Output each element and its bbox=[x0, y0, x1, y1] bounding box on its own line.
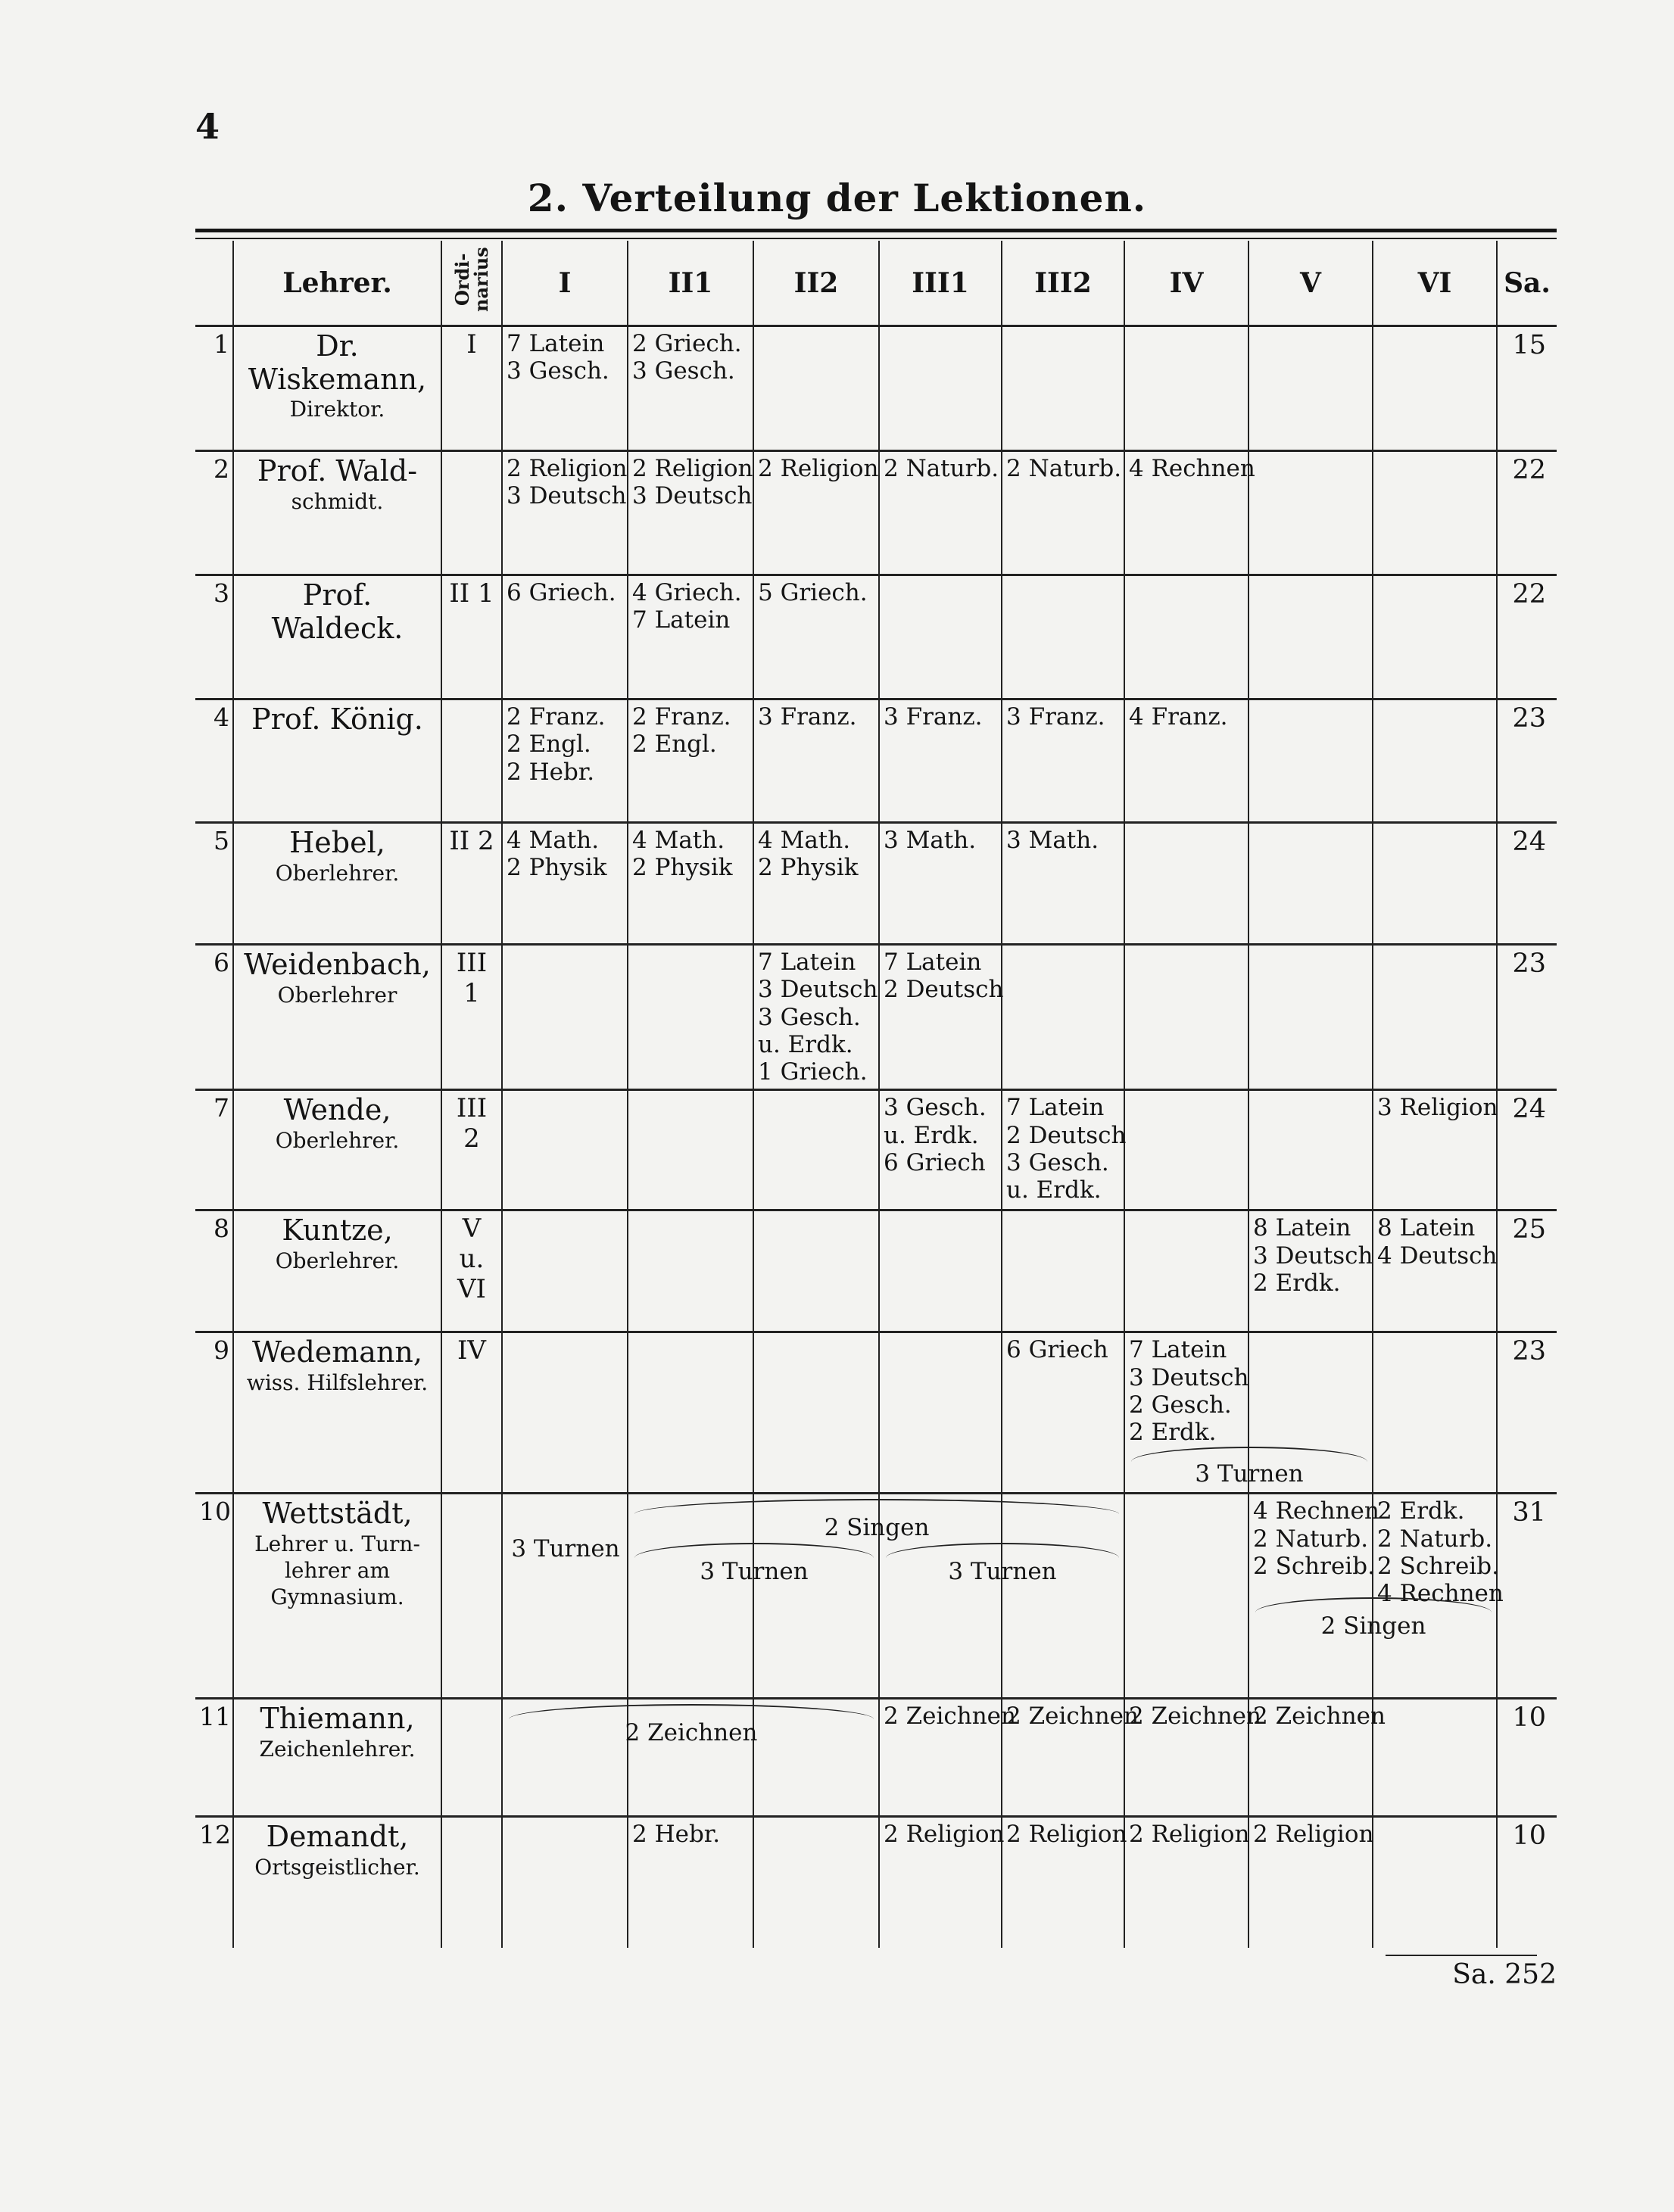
lessons-VI bbox=[1373, 1494, 1504, 1699]
row-number: 11 bbox=[195, 1699, 233, 1817]
lessons-III1 bbox=[879, 1210, 1002, 1332]
lesson-entry: 2 Zeichnen bbox=[1006, 1703, 1139, 1731]
ordinarius-cell: V u. VI bbox=[441, 1210, 502, 1332]
lessons-IV bbox=[1124, 451, 1255, 575]
lesson-entry: 3 Deutsch bbox=[1253, 1242, 1373, 1270]
lessons-I bbox=[502, 1090, 628, 1210]
lesson-entry: 2 Religion bbox=[758, 455, 879, 483]
teacher-cell bbox=[233, 1210, 441, 1332]
lessons-V bbox=[1248, 823, 1373, 945]
lessons-III2 bbox=[1002, 699, 1124, 823]
lesson-entry: 3 Math. bbox=[1006, 827, 1099, 855]
ordinarius-cell: III 2 bbox=[441, 1090, 502, 1210]
lessons-IV bbox=[1124, 823, 1248, 945]
lessons-III1 bbox=[879, 1332, 1002, 1494]
teacher-cell bbox=[233, 326, 441, 451]
lessons-VI bbox=[1373, 326, 1497, 451]
lesson-entry: 2 Religion bbox=[884, 1821, 1005, 1849]
lessons-III1 bbox=[879, 451, 1002, 575]
lesson-entry: 2 Naturb. bbox=[1377, 1525, 1493, 1553]
lessons-IV bbox=[1124, 1494, 1248, 1699]
lessons-VI bbox=[1373, 1332, 1497, 1494]
header-ordinarius-label: Ordi- narius bbox=[450, 247, 492, 312]
lesson-entry: 2 Schreib. bbox=[1253, 1552, 1375, 1580]
ordinarius-cell bbox=[441, 699, 502, 823]
lesson-entry: 2 Naturb. bbox=[1253, 1525, 1369, 1553]
teacher-role: Oberlehrer. bbox=[275, 1248, 400, 1274]
lessons-III1 bbox=[879, 699, 1002, 823]
lessons-V bbox=[1248, 1699, 1386, 1817]
teacher-cell bbox=[233, 575, 441, 699]
lesson-entry: 1 Griech. bbox=[758, 1058, 868, 1086]
lessons-II2 bbox=[753, 945, 879, 1090]
lesson-entry: u. Erdk. bbox=[758, 1030, 853, 1058]
lessons-IV bbox=[1124, 1090, 1248, 1210]
lessons-II2 bbox=[753, 451, 879, 575]
ordinarius-cell: II 1 bbox=[441, 575, 502, 699]
row-number: 2 bbox=[195, 451, 233, 575]
lessons-VI bbox=[1373, 945, 1497, 1090]
lessons-IV bbox=[1124, 1210, 1248, 1332]
lesson-entry: 4 Griech. bbox=[632, 579, 742, 607]
lessons-I bbox=[502, 699, 628, 823]
lesson-entry: 4 Deutsch bbox=[1377, 1242, 1498, 1270]
lessons-I bbox=[502, 575, 628, 699]
lesson-entry: 7 Latein bbox=[1006, 1094, 1105, 1122]
teacher-sum: 22 bbox=[1497, 575, 1557, 699]
lesson-entry: u. Erdk. bbox=[1006, 1176, 1102, 1204]
top-rule bbox=[195, 229, 1557, 232]
lessons-III1 bbox=[879, 1817, 1005, 1949]
lesson-entry: 7 Latein bbox=[507, 330, 605, 358]
lesson-entry: 7 Latein bbox=[758, 949, 856, 977]
lessons-III2 bbox=[1002, 451, 1124, 575]
lessons-III1 bbox=[879, 1090, 1002, 1210]
row-number: 1 bbox=[195, 326, 233, 451]
lessons-III2 bbox=[1002, 1090, 1127, 1210]
page-title: 2. Verteilung der Lektionen. bbox=[527, 176, 1147, 220]
lessons-II2 bbox=[753, 699, 879, 823]
lessons-VI bbox=[1373, 575, 1497, 699]
lessons-V bbox=[1248, 575, 1373, 699]
lesson-entry: 2 Erdk. bbox=[1253, 1269, 1341, 1297]
header-class-IV: IV bbox=[1124, 241, 1248, 326]
lessons-I bbox=[502, 451, 628, 575]
lessons-II1 bbox=[628, 1817, 753, 1949]
teacher-row bbox=[195, 326, 1557, 451]
lessons-I bbox=[502, 1817, 628, 1949]
lessons-III1 bbox=[879, 823, 1002, 945]
lesson-entry: 3 Religion bbox=[1377, 1094, 1498, 1122]
teacher-row bbox=[195, 1699, 1557, 1817]
teacher-row bbox=[195, 1210, 1557, 1332]
lessons-IV bbox=[1124, 1817, 1248, 1949]
lesson-entry: 3 Deutsch bbox=[758, 976, 878, 1004]
lesson-entry: 2 Schreib. bbox=[1377, 1552, 1499, 1580]
teacher-sum: 10 bbox=[1497, 1699, 1557, 1817]
row-number: 7 bbox=[195, 1090, 233, 1210]
header-class-II2: II2 bbox=[753, 241, 879, 326]
ordinarius-cell: II 2 bbox=[441, 823, 502, 945]
teacher-sum: 24 bbox=[1497, 823, 1557, 945]
lesson-distribution-table bbox=[195, 241, 1557, 1948]
grand-total: Sa. 252 bbox=[1452, 1959, 1557, 1990]
teacher-role: Zeichenlehrer. bbox=[259, 1737, 416, 1762]
lesson-entry: 3 Deutsch bbox=[1129, 1363, 1249, 1391]
lessons-V bbox=[1248, 451, 1373, 575]
teacher-sum: 25 bbox=[1497, 1210, 1557, 1332]
lessons-IV bbox=[1124, 575, 1248, 699]
page-number: 4 bbox=[195, 106, 220, 147]
ordinarius-cell bbox=[441, 451, 502, 575]
header-class-V: V bbox=[1248, 241, 1373, 326]
teacher-row bbox=[195, 823, 1557, 945]
lessons-VI bbox=[1373, 1210, 1497, 1332]
teacher-row bbox=[195, 1494, 1557, 1699]
lesson-entry: 2 Franz. bbox=[632, 703, 731, 731]
row-number: 10 bbox=[195, 1494, 233, 1699]
lesson-entry: 2 Franz. bbox=[507, 703, 606, 731]
lesson-entry: 6 Griech bbox=[1006, 1336, 1108, 1364]
teacher-cell bbox=[233, 1699, 441, 1817]
header-class-VI: VI bbox=[1373, 241, 1497, 326]
lesson-entry: 2 Naturb. bbox=[884, 455, 999, 483]
lesson-entry: 3 Gesch. bbox=[632, 357, 735, 385]
shared-lesson-label: 3 Turnen bbox=[948, 1558, 1057, 1586]
lessons-II1 bbox=[628, 326, 753, 451]
teacher-name: Wettstädt, bbox=[262, 1497, 413, 1531]
teacher-row bbox=[195, 575, 1557, 699]
lesson-entry: 4 Franz. bbox=[1129, 703, 1228, 731]
lesson-entry: 2 Deutsch bbox=[1006, 1121, 1127, 1149]
teacher-role: Direktor. bbox=[289, 397, 385, 422]
lesson-entry: 2 Religion bbox=[1253, 1821, 1374, 1849]
ordinarius-cell: IV bbox=[441, 1332, 502, 1494]
lesson-entry: 2 Zeichnen bbox=[1129, 1703, 1261, 1731]
teacher-row bbox=[195, 1090, 1557, 1210]
ordinarius-cell bbox=[441, 1817, 502, 1949]
lessons-II2 bbox=[753, 326, 879, 451]
teacher-name: Hebel, bbox=[289, 826, 385, 860]
row-number: 4 bbox=[195, 699, 233, 823]
lessons-III2 bbox=[1002, 823, 1124, 945]
lesson-entry: 3 Franz. bbox=[1006, 703, 1105, 731]
lesson-entry: 4 Math. bbox=[758, 827, 851, 855]
teacher-name: Prof. König. bbox=[251, 703, 423, 737]
lessons-III1 bbox=[879, 1699, 1016, 1817]
teacher-name: Thiemann, bbox=[260, 1702, 415, 1736]
lessons-III2 bbox=[1002, 1332, 1124, 1494]
teacher-cell bbox=[233, 451, 441, 575]
header-ordinarius bbox=[441, 241, 502, 326]
teacher-cell bbox=[233, 1332, 441, 1494]
teacher-name: Dr. Wiskemann, bbox=[248, 329, 427, 396]
teacher-name: Prof. Wald- bbox=[257, 454, 418, 488]
teacher-row bbox=[195, 451, 1557, 575]
lesson-entry: 2 Zeichnen bbox=[884, 1703, 1016, 1731]
lessons-V bbox=[1248, 945, 1373, 1090]
lesson-entry: 3 Gesch. bbox=[507, 357, 609, 385]
row-number: 8 bbox=[195, 1210, 233, 1332]
lesson-entry: 6 Griech bbox=[884, 1148, 986, 1176]
lesson-entry: 2 Griech. bbox=[632, 330, 742, 358]
row-number: 6 bbox=[195, 945, 233, 1090]
top-rule-thin bbox=[195, 238, 1557, 239]
lessons-II1 bbox=[628, 575, 753, 699]
lesson-entry: 2 Gesch. bbox=[1129, 1391, 1232, 1419]
lessons-IV bbox=[1124, 326, 1248, 451]
lessons-IV bbox=[1124, 945, 1248, 1090]
teacher-role: Oberlehrer. bbox=[275, 1128, 400, 1154]
lessons-I bbox=[502, 1210, 628, 1332]
lessons-VI bbox=[1373, 1090, 1497, 1210]
lessons-II1 bbox=[628, 1090, 753, 1210]
lesson-entry: 3 Gesch. bbox=[884, 1094, 987, 1122]
lessons-V bbox=[1248, 1210, 1373, 1332]
lesson-entry: 2 Engl. bbox=[632, 731, 717, 759]
header-class-I: I bbox=[502, 241, 628, 326]
teacher-name: Wende, bbox=[283, 1093, 391, 1127]
lesson-entry: 3 Franz. bbox=[884, 703, 983, 731]
lesson-entry: u. Erdk. bbox=[884, 1121, 979, 1149]
lesson-entry: 2 Religion bbox=[507, 455, 628, 483]
row-number: 5 bbox=[195, 823, 233, 945]
lesson-entry: 4 Rechnen bbox=[1253, 1497, 1379, 1525]
lessons-III2 bbox=[1002, 945, 1124, 1090]
lessons-VI bbox=[1373, 1699, 1497, 1817]
lessons-V bbox=[1248, 326, 1373, 451]
lesson-entry: 8 Latein bbox=[1377, 1214, 1476, 1242]
lessons-II1 bbox=[628, 451, 753, 575]
header-teacher: Lehrer. bbox=[233, 241, 441, 326]
lessons-III1 bbox=[879, 575, 1002, 699]
lessons-II1 bbox=[628, 1210, 753, 1332]
shared-lesson-label: 3 Turnen bbox=[1195, 1460, 1304, 1488]
lessons-III1 bbox=[879, 945, 1002, 1090]
lessons-III2 bbox=[1002, 1817, 1127, 1949]
lessons-IV bbox=[1124, 699, 1248, 823]
shared-lesson-label: 2 Singen bbox=[824, 1514, 930, 1542]
lessons-II1 bbox=[628, 699, 753, 823]
lessons-II2 bbox=[753, 575, 879, 699]
lessons-II2 bbox=[753, 1817, 879, 1949]
lesson-entry: 4 Rechnen bbox=[1377, 1580, 1504, 1608]
lesson-entry: 2 Religion bbox=[632, 455, 753, 483]
lesson-entry: 2 Physik bbox=[632, 854, 733, 882]
shared-lesson-label: 3 Turnen bbox=[511, 1535, 620, 1563]
lessons-VI bbox=[1373, 451, 1497, 575]
lessons-VI bbox=[1373, 1817, 1497, 1949]
lessons-III1 bbox=[879, 326, 1002, 451]
teacher-sum: 10 bbox=[1497, 1817, 1557, 1949]
lessons-VI bbox=[1373, 699, 1497, 823]
teacher-name: Kuntze, bbox=[282, 1213, 393, 1248]
teacher-sum: 31 bbox=[1497, 1494, 1557, 1699]
teacher-role: Lehrer u. Turn- lehrer am Gymnasium. bbox=[254, 1531, 420, 1610]
total-rule bbox=[1386, 1955, 1537, 1956]
teacher-sum: 23 bbox=[1497, 699, 1557, 823]
lessons-II1 bbox=[628, 823, 753, 945]
shared-lesson-label: 2 Singen bbox=[1320, 1612, 1426, 1640]
header-class-III2: III2 bbox=[1002, 241, 1124, 326]
lessons-I bbox=[502, 326, 628, 451]
lessons-III2 bbox=[1002, 575, 1124, 699]
ordinarius-cell: III 1 bbox=[441, 945, 502, 1090]
lesson-entry: 4 Math. bbox=[507, 827, 600, 855]
teacher-role: wiss. Hilfslehrer. bbox=[246, 1370, 429, 1396]
lesson-entry: 6 Griech. bbox=[507, 579, 616, 607]
teacher-row bbox=[195, 945, 1557, 1090]
teacher-name: Demandt, bbox=[266, 1820, 409, 1854]
lesson-entry: 2 Erdk. bbox=[1377, 1497, 1465, 1525]
lessons-I bbox=[502, 1699, 758, 1817]
shared-lesson-label: 2 Zeichnen bbox=[625, 1719, 758, 1747]
ordinarius-cell: I bbox=[441, 326, 502, 451]
teacher-cell bbox=[233, 823, 441, 945]
teacher-sum: 15 bbox=[1497, 326, 1557, 451]
lessons-V bbox=[1248, 1817, 1373, 1949]
lessons-I bbox=[502, 823, 628, 945]
lesson-entry: 2 Religion bbox=[1006, 1821, 1127, 1849]
header-row bbox=[195, 241, 1557, 326]
lessons-III2 bbox=[1002, 1699, 1139, 1817]
teacher-sum: 23 bbox=[1497, 945, 1557, 1090]
lesson-entry: 2 Engl. bbox=[507, 731, 591, 759]
lesson-entry: 3 Deutsch bbox=[632, 482, 753, 510]
teacher-cell bbox=[233, 1817, 441, 1949]
ordinarius-cell bbox=[441, 1699, 502, 1817]
row-number: 12 bbox=[195, 1817, 233, 1949]
lesson-entry: 7 Latein bbox=[1129, 1336, 1227, 1364]
lessons-II2 bbox=[753, 1090, 879, 1210]
teacher-role: Oberlehrer bbox=[277, 982, 397, 1008]
lesson-entry: 2 Physik bbox=[758, 854, 859, 882]
teacher-cell bbox=[233, 699, 441, 823]
lessons-VI bbox=[1373, 823, 1497, 945]
teacher-role: schmidt. bbox=[291, 488, 384, 514]
lessons-II2 bbox=[753, 823, 879, 945]
lesson-entry: 5 Griech. bbox=[758, 579, 868, 607]
lesson-entry: 2 Religion bbox=[1129, 1821, 1250, 1849]
header-class-III1: III1 bbox=[879, 241, 1002, 326]
lessons-I bbox=[502, 945, 628, 1090]
lessons-V bbox=[1248, 1090, 1373, 1210]
lesson-entry: 7 Latein bbox=[884, 949, 982, 977]
ordinarius-cell bbox=[441, 1494, 502, 1699]
teacher-role: Ortsgeistlicher. bbox=[254, 1855, 420, 1880]
teacher-row bbox=[195, 1332, 1557, 1494]
lesson-entry: 2 Naturb. bbox=[1006, 455, 1122, 483]
lesson-entry: 2 Hebr. bbox=[632, 1821, 721, 1849]
teacher-cell bbox=[233, 1090, 441, 1210]
teacher-sum: 22 bbox=[1497, 451, 1557, 575]
teacher-row bbox=[195, 699, 1557, 823]
lesson-entry: 3 Franz. bbox=[758, 703, 857, 731]
lesson-entry: 3 Gesch. bbox=[758, 1003, 861, 1031]
lesson-entry: 4 Math. bbox=[632, 827, 725, 855]
lesson-entry: 2 Hebr. bbox=[507, 758, 595, 786]
lesson-entry: 7 Latein bbox=[632, 606, 731, 634]
header-sum: Sa. bbox=[1497, 241, 1557, 326]
teacher-row bbox=[195, 1817, 1557, 1949]
row-number: 3 bbox=[195, 575, 233, 699]
lesson-entry: 4 Rechnen bbox=[1129, 455, 1255, 483]
lessons-III2 bbox=[1002, 326, 1124, 451]
teacher-name: Wedemann, bbox=[252, 1335, 422, 1369]
teacher-name: Prof. Waldeck. bbox=[271, 578, 404, 645]
lesson-entry: 2 Zeichnen bbox=[1253, 1703, 1386, 1731]
teacher-cell bbox=[233, 945, 441, 1090]
lessons-II2 bbox=[753, 1332, 879, 1494]
lessons-II1 bbox=[628, 1332, 753, 1494]
teacher-sum: 23 bbox=[1497, 1332, 1557, 1494]
lessons-III2 bbox=[1002, 1210, 1124, 1332]
lesson-entry: 2 Physik bbox=[507, 854, 607, 882]
teacher-cell bbox=[233, 1494, 441, 1699]
header-class-II1: II1 bbox=[628, 241, 753, 326]
lessons-II1 bbox=[628, 945, 753, 1090]
lesson-entry: 2 Erdk. bbox=[1129, 1419, 1217, 1447]
shared-lesson-label: 3 Turnen bbox=[700, 1558, 809, 1586]
lessons-V bbox=[1248, 1494, 1379, 1699]
teacher-role: Oberlehrer. bbox=[275, 860, 400, 886]
lesson-entry: 8 Latein bbox=[1253, 1214, 1351, 1242]
lessons-II2 bbox=[753, 1210, 879, 1332]
row-number: 9 bbox=[195, 1332, 233, 1494]
header-number bbox=[195, 241, 233, 326]
lesson-entry: 3 Math. bbox=[884, 827, 977, 855]
lesson-entry: 3 Deutsch bbox=[507, 482, 627, 510]
teacher-name: Weidenbach, bbox=[244, 948, 431, 982]
teacher-sum: 24 bbox=[1497, 1090, 1557, 1210]
lessons-IV bbox=[1124, 1699, 1261, 1817]
lesson-entry: 2 Deutsch bbox=[884, 976, 1004, 1004]
lessons-V bbox=[1248, 699, 1373, 823]
lesson-entry: 3 Gesch. bbox=[1006, 1148, 1109, 1176]
